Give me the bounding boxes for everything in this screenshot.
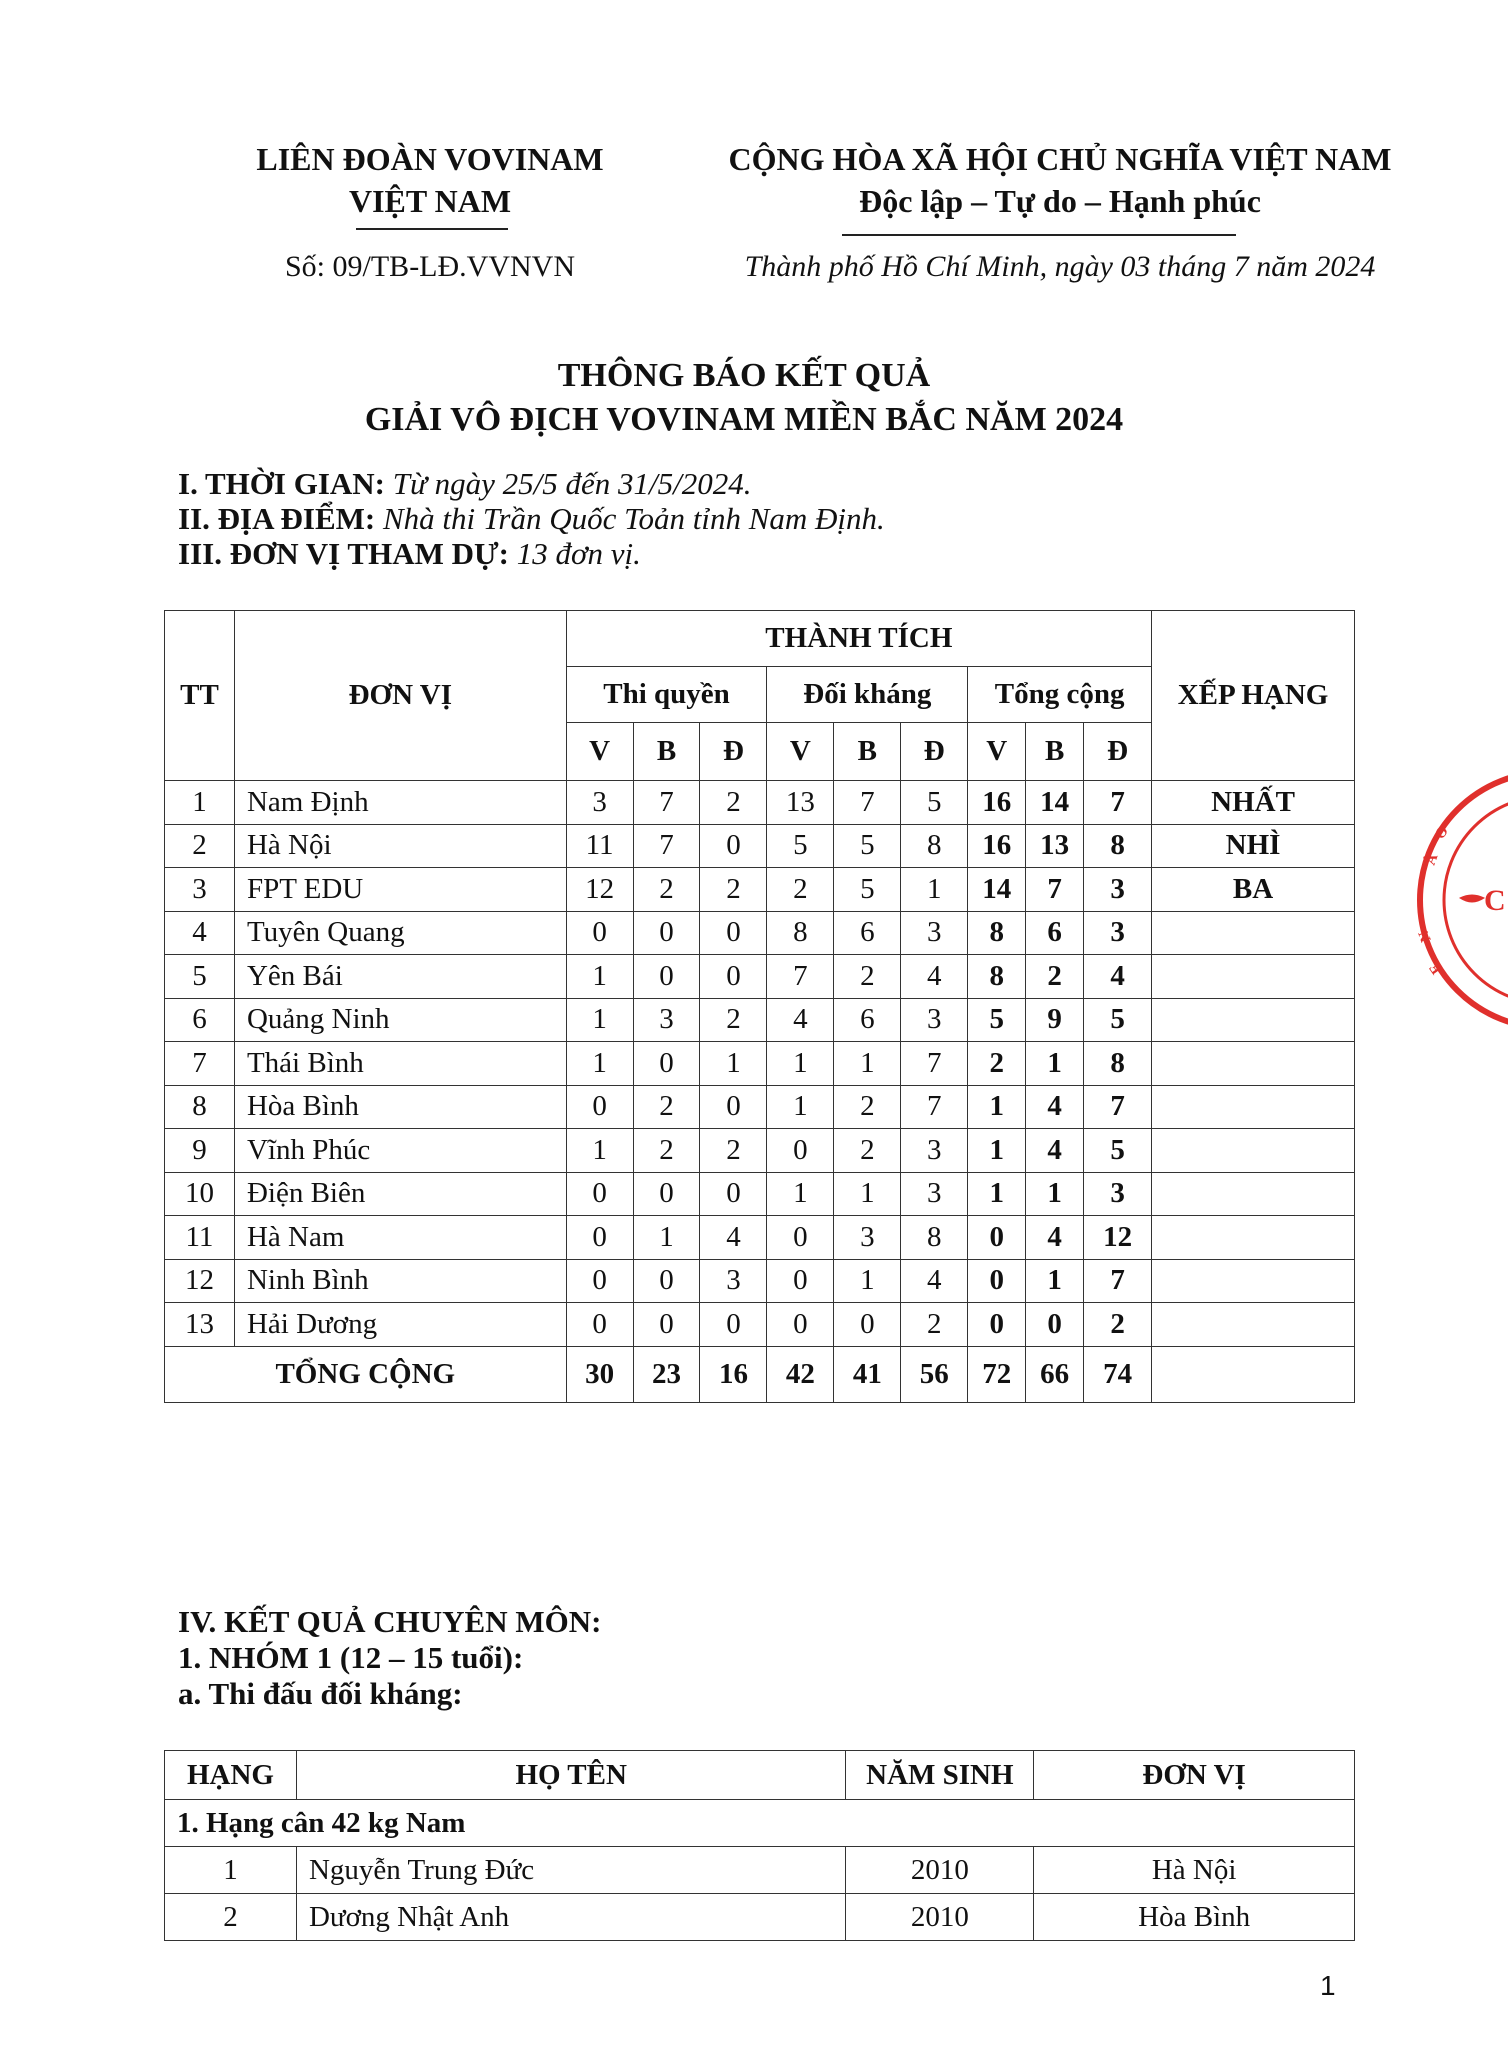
row-value: 0 — [700, 1303, 767, 1347]
row-total: 1 — [1026, 1042, 1084, 1086]
row-total: 0 — [968, 1303, 1026, 1347]
row-rank — [1152, 1042, 1355, 1086]
total-cell: 72 — [968, 1346, 1026, 1402]
row-rank — [1152, 1259, 1355, 1303]
header-unit: ĐƠN VỊ — [234, 611, 566, 781]
row-total: 7 — [1026, 868, 1084, 912]
row-total: 3 — [1084, 1172, 1152, 1216]
total-label: TỔNG CỘNG — [165, 1346, 567, 1402]
athlete-unit: Hà Nội — [1034, 1847, 1355, 1894]
header-name: HỌ TÊN — [296, 1751, 845, 1800]
row-value: 12 — [566, 868, 633, 912]
row-value: 2 — [834, 955, 901, 999]
row-unit: FPT EDU — [234, 868, 566, 912]
row-value: 7 — [901, 1085, 968, 1129]
row-value: 0 — [767, 1303, 834, 1347]
row-rank — [1152, 1129, 1355, 1173]
results-row — [165, 998, 1355, 1042]
subsection-title: a. Thi đấu đối kháng: — [178, 1676, 463, 1711]
row-total: 1 — [1026, 1259, 1084, 1303]
total-cell: 66 — [1026, 1346, 1084, 1402]
row-value: 4 — [901, 1259, 968, 1303]
row-value: 1 — [834, 1259, 901, 1303]
row-rank: NHẤT — [1152, 781, 1355, 825]
row-value: 3 — [633, 998, 700, 1042]
row-value: 5 — [767, 824, 834, 868]
row-value: 1 — [566, 1042, 633, 1086]
row-total: 16 — [968, 824, 1026, 868]
row-value: 0 — [700, 1172, 767, 1216]
row-value: 2 — [633, 1085, 700, 1129]
page-number: 1 — [1320, 1970, 1336, 2001]
row-value: 0 — [633, 1172, 700, 1216]
row-tt: 13 — [165, 1303, 235, 1347]
section-title: IV. KẾT QUẢ CHUYÊN MÔN: — [178, 1604, 602, 1639]
row-total: 13 — [1026, 824, 1084, 868]
total-cell: 42 — [767, 1346, 834, 1402]
row-rank — [1152, 911, 1355, 955]
row-value: 1 — [767, 1085, 834, 1129]
totals-row — [165, 1346, 1355, 1402]
row-value: 1 — [834, 1172, 901, 1216]
row-value: 3 — [566, 781, 633, 825]
header-v: V — [566, 723, 633, 781]
row-unit: Hà Nam — [234, 1216, 566, 1260]
section-heading — [178, 1604, 601, 1712]
row-unit: Hải Dương — [234, 1303, 566, 1347]
row-value: 6 — [834, 911, 901, 955]
header-tt: TT — [165, 611, 235, 781]
header-rank: XẾP HẠNG — [1152, 611, 1355, 781]
row-value: 5 — [901, 781, 968, 825]
org-line-1: LIÊN ĐOÀN VOVINAM — [256, 141, 604, 177]
row-value: 1 — [633, 1216, 700, 1260]
header-unit: ĐƠN VỊ — [1034, 1751, 1355, 1800]
row-value: 0 — [700, 955, 767, 999]
row-value: 2 — [834, 1129, 901, 1173]
header-d: Đ — [700, 723, 767, 781]
row-total: 1 — [968, 1085, 1026, 1129]
athlete-rank: 2 — [165, 1894, 297, 1941]
row-total: 14 — [968, 868, 1026, 912]
group-title: 1. NHÓM 1 (12 – 15 tuổi): — [178, 1640, 524, 1675]
header-achievement: THÀNH TÍCH — [566, 611, 1151, 667]
row-total: 8 — [1084, 824, 1152, 868]
row-value: 0 — [566, 1172, 633, 1216]
row-value: 7 — [901, 1042, 968, 1086]
row-value: 0 — [633, 955, 700, 999]
time-value: Từ ngày 25/5 đến 31/5/2024. — [392, 466, 752, 501]
row-value: 0 — [700, 1085, 767, 1129]
row-value: 0 — [767, 1259, 834, 1303]
row-value: 8 — [901, 824, 968, 868]
athlete-name: Nguyễn Trung Đức — [296, 1847, 845, 1894]
place-date: Thành phố Hồ Chí Minh, ngày 03 tháng 7 năm 2024 — [744, 250, 1376, 283]
results-row — [165, 868, 1355, 912]
row-value: 2 — [834, 1085, 901, 1129]
row-value: 1 — [566, 1129, 633, 1173]
row-value: 1 — [767, 1042, 834, 1086]
header-b: B — [834, 723, 901, 781]
row-total: 4 — [1026, 1085, 1084, 1129]
document-number: Số: 09/TB-LĐ.VVNVN — [285, 250, 575, 283]
athlete-unit: Hòa Bình — [1034, 1894, 1355, 1941]
row-unit: Quảng Ninh — [234, 998, 566, 1042]
results-row — [165, 824, 1355, 868]
total-cell: 30 — [566, 1346, 633, 1402]
document-title — [0, 354, 1488, 442]
row-value: 8 — [901, 1216, 968, 1260]
units-value: 13 đơn vị. — [516, 536, 641, 571]
row-total: 8 — [1084, 1042, 1152, 1086]
svg-text:À: À — [1422, 851, 1442, 868]
row-total: 7 — [1084, 1085, 1152, 1129]
results-row — [165, 1129, 1355, 1173]
athlete-row — [165, 1894, 1355, 1941]
row-value: 0 — [633, 911, 700, 955]
row-unit: Hòa Bình — [234, 1085, 566, 1129]
results-row — [165, 1303, 1355, 1347]
row-total: 3 — [1084, 868, 1152, 912]
row-total: 4 — [1026, 1216, 1084, 1260]
row-value: 0 — [767, 1216, 834, 1260]
row-total: 7 — [1084, 1259, 1152, 1303]
row-unit: Tuyên Quang — [234, 911, 566, 955]
header-d: Đ — [1084, 723, 1152, 781]
row-value: 7 — [633, 781, 700, 825]
organization-name — [200, 138, 660, 222]
stamp-icon — [1398, 770, 1508, 1030]
row-value: 4 — [700, 1216, 767, 1260]
row-value: 1 — [566, 998, 633, 1042]
row-rank — [1152, 955, 1355, 999]
results-row — [165, 911, 1355, 955]
row-value: 2 — [700, 1129, 767, 1173]
time-label: I. THỜI GIAN: — [178, 466, 385, 501]
row-value: 0 — [834, 1303, 901, 1347]
row-rank — [1152, 998, 1355, 1042]
row-value: 0 — [700, 824, 767, 868]
row-value: 3 — [700, 1259, 767, 1303]
row-total: 5 — [968, 998, 1026, 1042]
row-value: 3 — [901, 998, 968, 1042]
row-tt: 2 — [165, 824, 235, 868]
row-tt: 8 — [165, 1085, 235, 1129]
national-motto — [700, 138, 1420, 222]
row-value: 4 — [901, 955, 968, 999]
svg-text:E: E — [1426, 959, 1446, 977]
row-value: 2 — [700, 868, 767, 912]
results-row — [165, 781, 1355, 825]
total-cell: 23 — [633, 1346, 700, 1402]
row-tt: 10 — [165, 1172, 235, 1216]
row-value: 7 — [633, 824, 700, 868]
svg-text:O: O — [1432, 823, 1452, 843]
title-line-2: GIẢI VÔ ĐỊCH VOVINAM MIỀN BẮC NĂM 2024 — [364, 401, 1124, 438]
header-v: V — [968, 723, 1026, 781]
row-value: 0 — [566, 1303, 633, 1347]
row-value: 2 — [901, 1303, 968, 1347]
header-d: Đ — [901, 723, 968, 781]
row-value: 1 — [566, 955, 633, 999]
header-v: V — [767, 723, 834, 781]
row-value: 3 — [834, 1216, 901, 1260]
official-stamp — [1398, 770, 1508, 1030]
event-info — [178, 466, 885, 571]
row-tt: 3 — [165, 868, 235, 912]
row-total: 0 — [968, 1216, 1026, 1260]
venue-label: II. ĐỊA ĐIỂM: — [178, 501, 376, 536]
row-total: 5 — [1084, 998, 1152, 1042]
row-value: 7 — [834, 781, 901, 825]
row-value: 7 — [767, 955, 834, 999]
row-total: 12 — [1084, 1216, 1152, 1260]
title-line-1: THÔNG BÁO KẾT QUẢ — [557, 357, 931, 394]
row-total: 14 — [1026, 781, 1084, 825]
row-total: 1 — [1026, 1172, 1084, 1216]
row-value: 3 — [901, 911, 968, 955]
row-value: 4 — [767, 998, 834, 1042]
row-rank: NHÌ — [1152, 824, 1355, 868]
row-total: 0 — [968, 1259, 1026, 1303]
row-tt: 9 — [165, 1129, 235, 1173]
units-label: III. ĐƠN VỊ THAM DỰ: — [178, 536, 509, 571]
row-value: 2 — [767, 868, 834, 912]
row-tt: 1 — [165, 781, 235, 825]
weight-category: 1. Hạng cân 42 kg Nam — [165, 1800, 1355, 1847]
header-b: B — [633, 723, 700, 781]
row-total: 9 — [1026, 998, 1084, 1042]
row-unit: Hà Nội — [234, 824, 566, 868]
total-rank-empty — [1152, 1346, 1355, 1402]
results-row — [165, 1172, 1355, 1216]
row-value: 2 — [700, 781, 767, 825]
row-value: 2 — [633, 1129, 700, 1173]
row-total: 6 — [1026, 911, 1084, 955]
row-value: 3 — [901, 1129, 968, 1173]
header-fight: Đối kháng — [767, 667, 968, 723]
row-value: 5 — [834, 868, 901, 912]
row-value: 1 — [700, 1042, 767, 1086]
row-value: 0 — [566, 911, 633, 955]
row-value: 2 — [700, 998, 767, 1042]
athlete-year: 2010 — [846, 1894, 1034, 1941]
total-cell: 74 — [1084, 1346, 1152, 1402]
time-line — [178, 466, 885, 501]
row-tt: 5 — [165, 955, 235, 999]
athletes-table — [164, 1750, 1355, 1941]
row-total: 3 — [1084, 911, 1152, 955]
row-tt: 4 — [165, 911, 235, 955]
row-value: 13 — [767, 781, 834, 825]
row-value: 8 — [767, 911, 834, 955]
total-cell: 41 — [834, 1346, 901, 1402]
athlete-row — [165, 1847, 1355, 1894]
row-total: 4 — [1026, 1129, 1084, 1173]
total-cell: 56 — [901, 1346, 968, 1402]
results-row — [165, 1259, 1355, 1303]
row-value: 1 — [901, 868, 968, 912]
row-value: 0 — [633, 1259, 700, 1303]
venue-line — [178, 501, 885, 536]
row-total: 4 — [1084, 955, 1152, 999]
header-rank: HẠNG — [165, 1751, 297, 1800]
row-unit: Điện Biên — [234, 1172, 566, 1216]
row-value: 3 — [901, 1172, 968, 1216]
row-total: 2 — [1026, 955, 1084, 999]
row-tt: 6 — [165, 998, 235, 1042]
row-tt: 12 — [165, 1259, 235, 1303]
row-tt: 7 — [165, 1042, 235, 1086]
row-rank — [1152, 1216, 1355, 1260]
row-tt: 11 — [165, 1216, 235, 1260]
org-line-2: VIỆT NAM — [348, 183, 512, 219]
row-value: 0 — [566, 1085, 633, 1129]
motto-underline — [842, 234, 1236, 236]
results-row — [165, 1085, 1355, 1129]
row-value: 1 — [834, 1042, 901, 1086]
header-year: NĂM SINH — [846, 1751, 1034, 1800]
row-total: 0 — [1026, 1303, 1084, 1347]
athlete-year: 2010 — [846, 1847, 1034, 1894]
row-unit: Ninh Bình — [234, 1259, 566, 1303]
row-value: 1 — [767, 1172, 834, 1216]
row-total: 8 — [968, 911, 1026, 955]
row-value: 0 — [566, 1259, 633, 1303]
row-value: 0 — [700, 911, 767, 955]
row-unit: Thái Bình — [234, 1042, 566, 1086]
svg-text:C: C — [1484, 884, 1506, 917]
row-rank — [1152, 1085, 1355, 1129]
results-row — [165, 1216, 1355, 1260]
row-unit: Vĩnh Phúc — [234, 1129, 566, 1173]
venue-value: Nhà thi Trần Quốc Toản tỉnh Nam Định. — [382, 501, 885, 536]
svg-text:N: N — [1416, 928, 1435, 945]
row-unit: Yên Bái — [234, 955, 566, 999]
results-table — [164, 610, 1355, 1403]
results-row — [165, 955, 1355, 999]
athlete-name: Dương Nhật Anh — [296, 1894, 845, 1941]
row-total: 5 — [1084, 1129, 1152, 1173]
results-row — [165, 1042, 1355, 1086]
row-unit: Nam Định — [234, 781, 566, 825]
row-value: 0 — [633, 1303, 700, 1347]
row-total: 8 — [968, 955, 1026, 999]
row-total: 1 — [968, 1129, 1026, 1173]
row-value: 5 — [834, 824, 901, 868]
athlete-rank: 1 — [165, 1847, 297, 1894]
header-form: Thi quyền — [566, 667, 767, 723]
row-total: 1 — [968, 1172, 1026, 1216]
row-total: 16 — [968, 781, 1026, 825]
row-rank: BA — [1152, 868, 1355, 912]
row-rank — [1152, 1172, 1355, 1216]
header-total: Tổng cộng — [968, 667, 1152, 723]
nation-line-2: Độc lập – Tự do – Hạnh phúc — [859, 183, 1261, 219]
row-value: 11 — [566, 824, 633, 868]
row-total: 2 — [1084, 1303, 1152, 1347]
row-value: 2 — [633, 868, 700, 912]
nation-line-1: CỘNG HÒA XÃ HỘI CHỦ NGHĨA VIỆT NAM — [728, 141, 1392, 177]
total-cell: 16 — [700, 1346, 767, 1402]
header-b: B — [1026, 723, 1084, 781]
units-line — [178, 536, 885, 571]
row-value: 0 — [566, 1216, 633, 1260]
row-value: 0 — [633, 1042, 700, 1086]
org-underline — [356, 228, 508, 230]
row-total: 7 — [1084, 781, 1152, 825]
row-value: 0 — [767, 1129, 834, 1173]
row-rank — [1152, 1303, 1355, 1347]
row-value: 6 — [834, 998, 901, 1042]
row-total: 2 — [968, 1042, 1026, 1086]
